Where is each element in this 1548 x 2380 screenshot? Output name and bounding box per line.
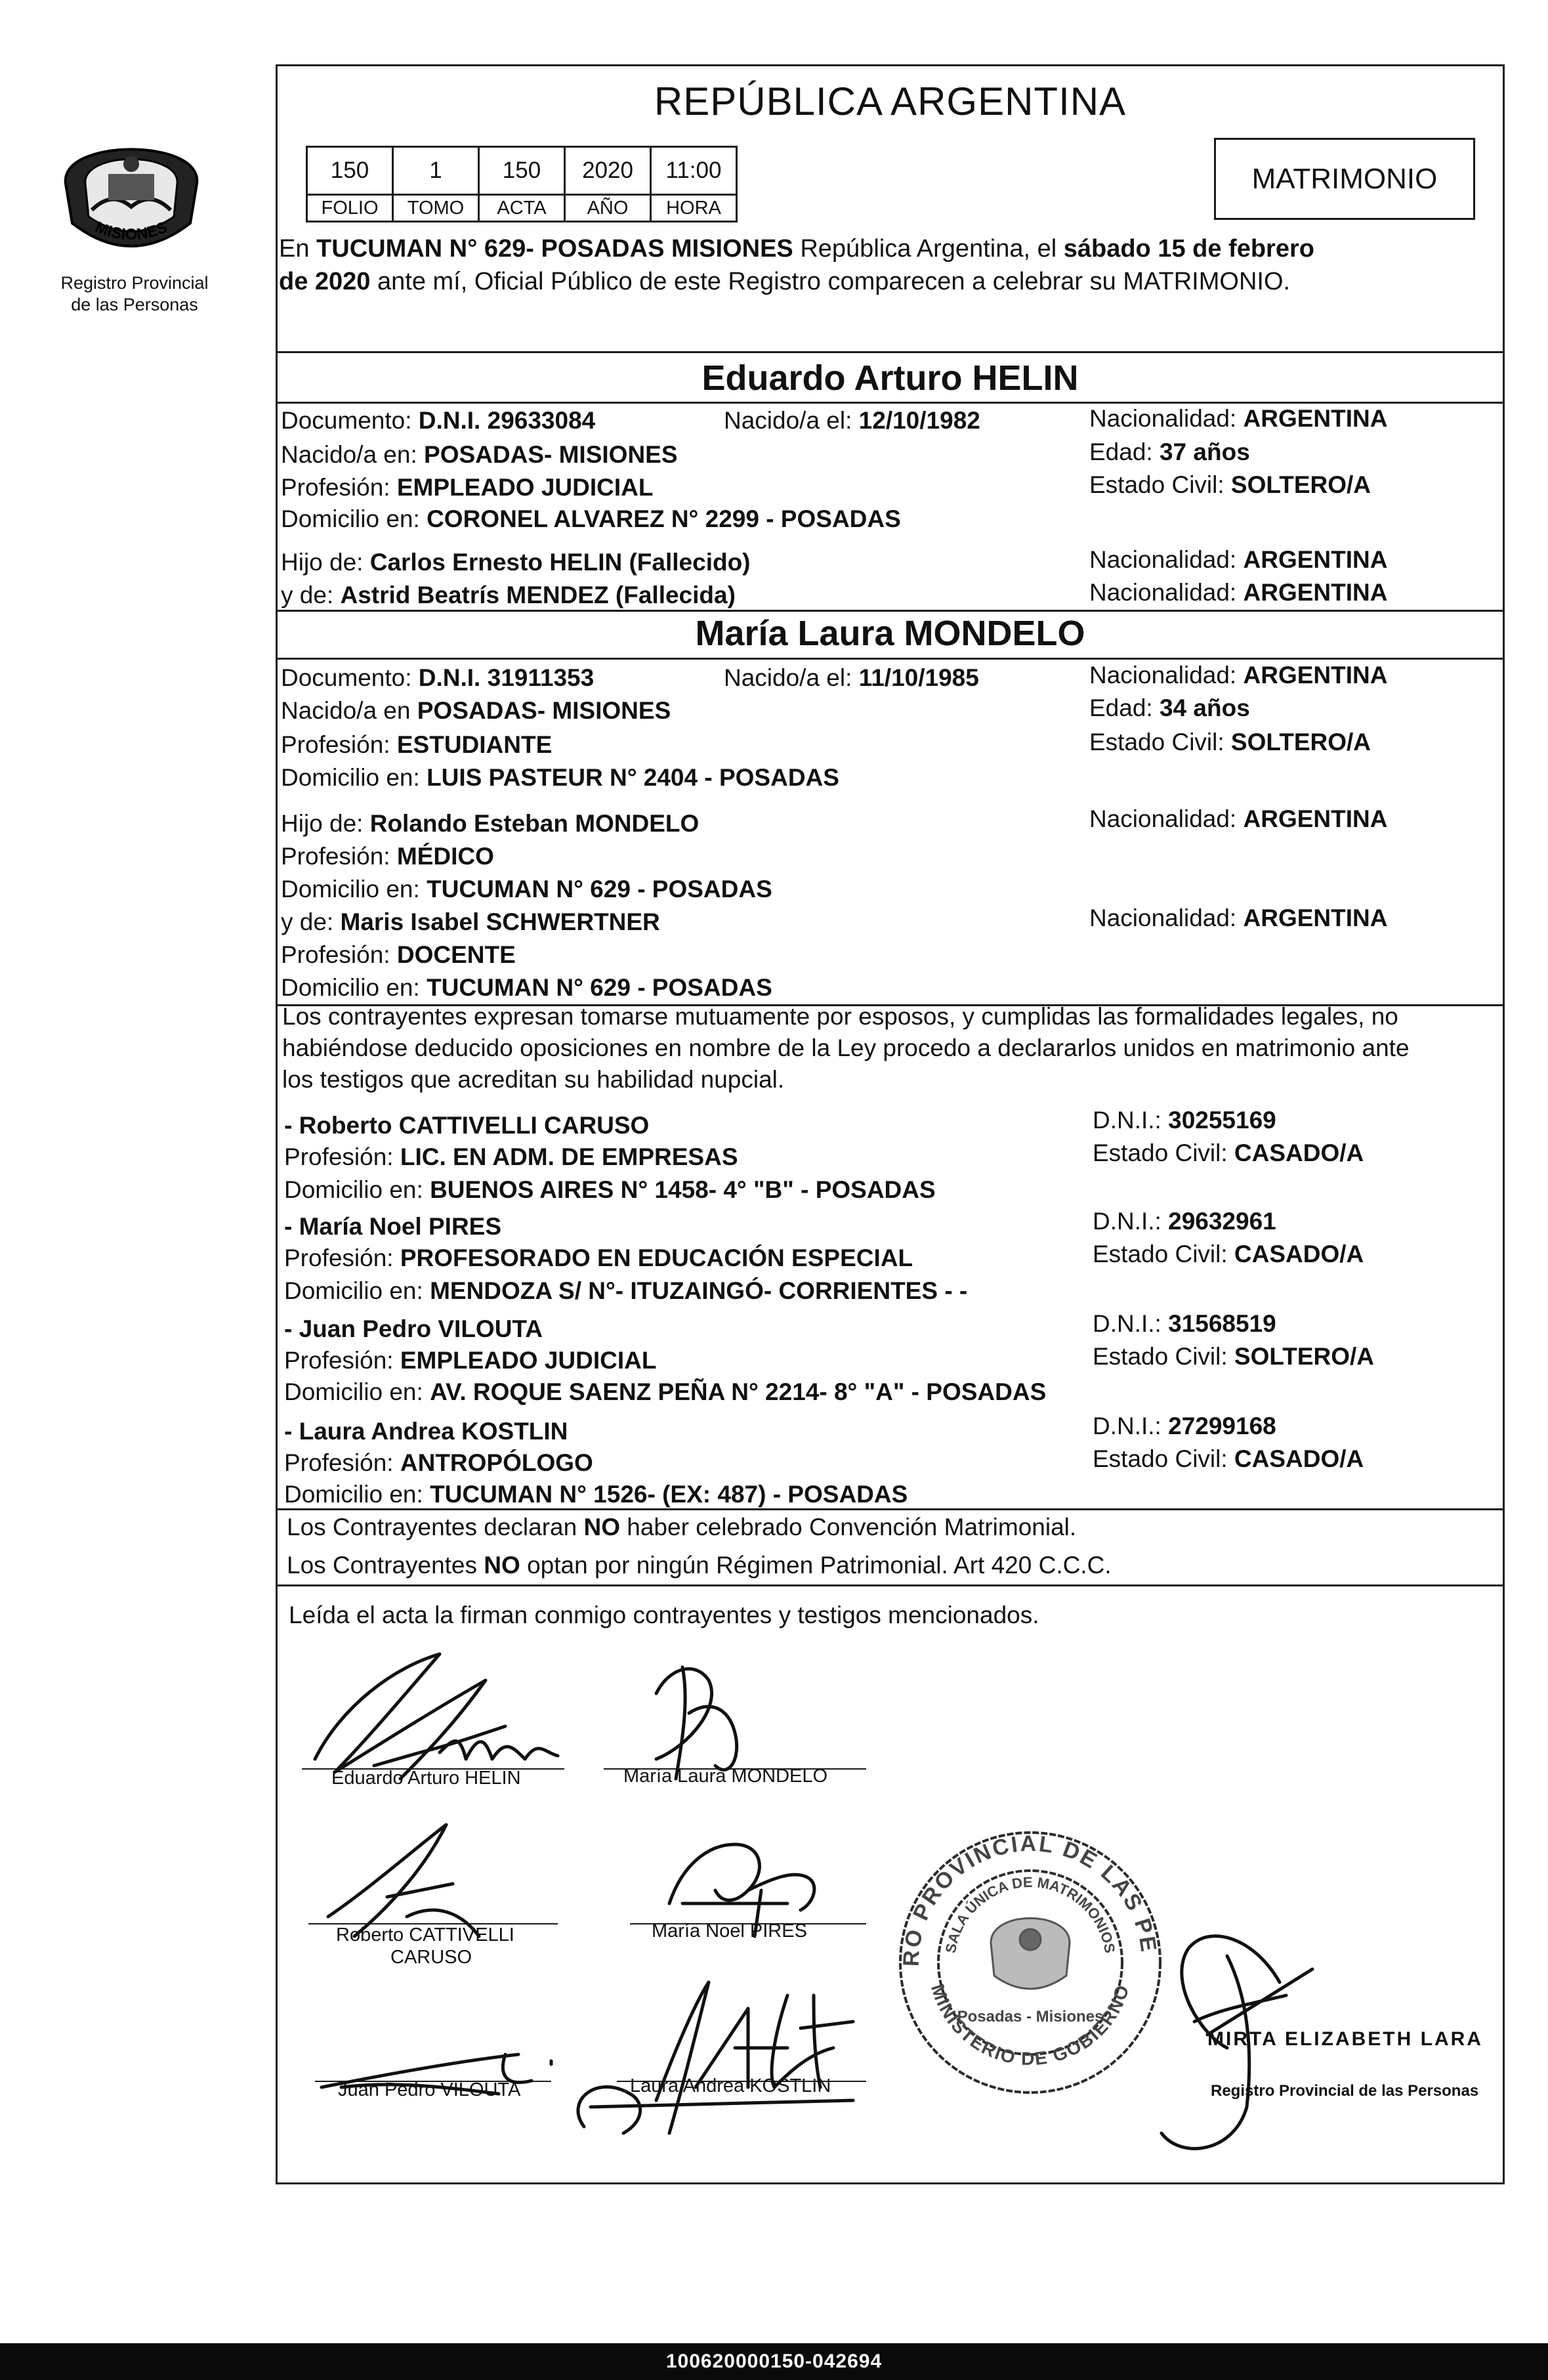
groom-madre — [281, 582, 736, 609]
field-value: ARGENTINA — [1243, 805, 1388, 832]
bride-padre-nacionalidad — [1089, 805, 1387, 833]
logo-caption-line2: de las Personas — [71, 295, 198, 314]
anio-label: AÑO — [565, 195, 651, 222]
field-value: 31568519 — [1168, 1310, 1276, 1337]
intro-date: de 2020 — [279, 268, 371, 295]
groom-madre-nacionalidad — [1089, 579, 1387, 606]
field-value: SOLTERO/A — [1234, 1343, 1375, 1370]
bride-profesion — [281, 731, 552, 759]
regime-no: NO — [583, 1514, 620, 1541]
field-label: Nacionalidad: — [1089, 904, 1237, 931]
bride-domicilio — [281, 764, 839, 792]
field-value: LIC. EN ADM. DE EMPRESAS — [400, 1143, 738, 1170]
groom-padre — [281, 549, 751, 576]
field-value: TUCUMAN N° 629 - POSADAS — [427, 974, 772, 1001]
record-type-box: MATRIMONIO — [1214, 138, 1475, 220]
intro-place: TUCUMAN N° 629- POSADAS MISIONES — [316, 235, 793, 263]
officer-name: MIRTA ELIZABETH LARA — [1207, 2028, 1483, 2050]
field-value: TUCUMAN N° 1526- (EX: 487) - POSADAS — [430, 1481, 908, 1508]
field-value: AV. ROQUE SAENZ PEÑA N° 2214- 8° "A" - POSADAS — [430, 1378, 1047, 1405]
field-label: D.N.I.: — [1093, 1413, 1161, 1439]
field-value: 11/10/1985 — [858, 664, 979, 691]
field-label: Domicilio en: — [284, 1176, 423, 1203]
field-value: TUCUMAN N° 629 - POSADAS — [427, 876, 772, 903]
field-value: POSADAS- MISIONES — [417, 697, 671, 724]
bride-madre-domicilio — [281, 974, 772, 1002]
field-label: Profesión: — [284, 1347, 394, 1374]
signature-label-witness-4: Laura Andrea KOSTLIN — [630, 2075, 831, 2096]
bride-estado-civil — [1089, 729, 1371, 756]
signature-groom — [315, 1654, 558, 1779]
witness-4-name — [284, 1418, 568, 1445]
field-label: Estado Civil: — [1089, 471, 1224, 498]
document-title: REPÚBLICA ARGENTINA — [654, 79, 1127, 123]
field-value: D.N.I. 29633084 — [418, 407, 596, 434]
field-label: Domicilio en: — [284, 1277, 423, 1304]
field-label: Edad: — [1089, 438, 1153, 465]
groom-profesion — [281, 474, 653, 501]
field-label: Profesión: — [281, 731, 390, 758]
groom-name: Eduardo Arturo HELIN — [701, 358, 1079, 398]
field-value: ARGENTINA — [1243, 546, 1388, 573]
intro-text: ante mí, Oficial Público de este Registro comparecen a celebrar su MATRIMONIO. — [370, 268, 1291, 295]
province-seal-icon — [46, 112, 217, 276]
record-header-table — [306, 146, 738, 223]
field-label: Estado Civil: — [1093, 1241, 1228, 1267]
groom-nacido-el — [724, 407, 980, 435]
field-value: 37 años — [1159, 438, 1250, 465]
province-seal-logo — [46, 112, 217, 276]
field-label: Profesión: — [281, 941, 390, 968]
field-value: MÉDICO — [396, 843, 494, 870]
signing-statement: Leída el acta la firman conmigo contrayentes y testigos mencionados. — [289, 1602, 1039, 1628]
field-value: Maris Isabel SCHWERTNER — [340, 908, 660, 935]
bride-madre-nacionalidad — [1089, 904, 1387, 932]
field-value: LUIS PASTEUR N° 2404 - POSADAS — [427, 764, 839, 791]
groom-edad — [1089, 438, 1250, 466]
folio-label: FOLIO — [307, 195, 393, 222]
field-value: Carlos Ernesto HELIN (Fallecido) — [369, 549, 751, 576]
regime-text: Los Contrayentes — [287, 1552, 484, 1579]
regime-text: Los Contrayentes declaran — [287, 1514, 584, 1541]
regime-text: optan por ningún Régimen Patrimonial. Art 420 C.C.C. — [520, 1552, 1112, 1579]
signature-bride — [656, 1667, 737, 1779]
groom-nacido-en — [281, 441, 678, 469]
bride-padre — [281, 810, 699, 838]
field-value: POSADAS- MISIONES — [424, 441, 678, 468]
field-label: Profesión: — [281, 474, 390, 501]
regime-no: NO — [484, 1552, 520, 1579]
field-label: Edad: — [1089, 694, 1153, 721]
bride-name: María Laura MONDELO — [695, 614, 1085, 653]
field-label: Nacionalidad: — [1089, 405, 1237, 432]
field-value: CASADO/A — [1234, 1445, 1364, 1472]
regime-text: haber celebrado Convención Matrimonial. — [620, 1514, 1077, 1541]
intro-text: República Argentina, el — [793, 235, 1064, 263]
field-value: 27299168 — [1168, 1413, 1276, 1439]
field-label: Estado Civil: — [1089, 729, 1224, 755]
field-label: Nacido/a el: — [724, 407, 852, 434]
field-value: CASADO/A — [1234, 1139, 1364, 1166]
field-label: Hijo de: — [281, 810, 364, 837]
hora-value: 11:00 — [651, 147, 737, 195]
field-value: Astrid Beatrís MENDEZ (Fallecida) — [340, 582, 736, 608]
field-label: Nacido/a en: — [281, 441, 417, 468]
bride-documento — [281, 664, 594, 692]
witness-4-profesion — [284, 1449, 593, 1477]
regime-line-1 — [287, 1514, 1076, 1541]
field-value: ARGENTINA — [1243, 662, 1388, 689]
groom-nacionalidad — [1089, 405, 1387, 433]
groom-documento — [281, 407, 595, 435]
witness-3-name — [284, 1315, 543, 1343]
witness-4-estado-civil — [1093, 1445, 1364, 1473]
field-label: Nacionalidad: — [1089, 662, 1237, 689]
field-label: Nacionalidad: — [1089, 546, 1237, 573]
witness-3-dni — [1093, 1310, 1276, 1338]
official-stamp-icon — [883, 1805, 1168, 2100]
field-value: ARGENTINA — [1243, 579, 1388, 606]
witness-2-name — [284, 1213, 501, 1241]
field-value: CORONEL ALVAREZ N° 2299 - POSADAS — [427, 505, 901, 532]
tomo-label: TOMO — [393, 195, 479, 222]
divider — [276, 658, 1505, 660]
stamp-city-text: Posadas - Misiones — [957, 2008, 1104, 2026]
field-label: D.N.I.: — [1093, 1310, 1161, 1337]
field-value: CASADO/A — [1234, 1241, 1364, 1267]
signature-label-witness-2: María Noel PIRES — [652, 1921, 807, 1942]
field-label: Estado Civil: — [1093, 1139, 1228, 1166]
field-value: Rolando Esteban MONDELO — [369, 810, 700, 837]
intro-date: sábado 15 de febrero — [1063, 235, 1314, 263]
field-value: 29632961 — [1168, 1208, 1276, 1235]
signature-witness-2 — [669, 1844, 814, 1936]
signature-label-witness-1b: CARUSO — [390, 1947, 472, 1968]
witness-3-estado-civil — [1093, 1343, 1374, 1371]
field-label: Documento: — [281, 407, 412, 434]
witness-1-dni — [1093, 1107, 1276, 1134]
intro-line-2 — [279, 268, 1290, 296]
field-value: D.N.I. 31911353 — [418, 664, 595, 691]
divider — [276, 610, 1505, 612]
witness-2-profesion — [284, 1244, 913, 1272]
bride-madre — [281, 908, 660, 936]
bride-nacionalidad — [1089, 662, 1387, 689]
field-value: 30255169 — [1168, 1107, 1276, 1134]
field-value: PROFESORADO EN EDUCACIÓN ESPECIAL — [400, 1244, 913, 1271]
field-value: SOLTERO/A — [1230, 471, 1371, 498]
witness-1-profesion — [284, 1143, 738, 1171]
field-label: Nacido/a en — [281, 697, 411, 724]
field-value: ESTUDIANTE — [396, 731, 553, 758]
folio-value: 150 — [307, 147, 393, 195]
document-barcode-id: 100620000150-042694 — [0, 2343, 1548, 2380]
witness-1-domicilio — [284, 1176, 936, 1204]
field-label: Hijo de: — [281, 549, 364, 576]
witness-1-estado-civil — [1093, 1139, 1364, 1167]
field-label: Documento: — [281, 664, 412, 691]
field-label: Domicilio en: — [281, 974, 420, 1001]
field-label: D.N.I.: — [1093, 1208, 1161, 1235]
declaration-line-3: los testigos que acreditan su habilidad nupcial. — [282, 1066, 785, 1093]
declaration-line-1: Los contrayentes expresan tomarse mutuamente por esposos, y cumplidas las formalidades legales, no — [282, 1003, 1398, 1030]
anio-value: 2020 — [565, 147, 651, 195]
hora-label: HORA — [651, 195, 737, 222]
witness-3-profesion — [284, 1347, 656, 1374]
field-label: y de: — [281, 908, 334, 935]
field-value: - Roberto CATTIVELLI CARUSO — [284, 1112, 650, 1139]
declaration-line-2: habiéndose deducido oposiciones en nombre de la Ley procedo a declararlos unidos en matrimonio ante — [282, 1034, 1410, 1061]
field-label: Nacionalidad: — [1089, 805, 1237, 832]
field-label: Domicilio en: — [281, 505, 420, 532]
field-value: ARGENTINA — [1243, 904, 1388, 931]
signature-label-bride: María Laura MONDELO — [623, 1766, 828, 1787]
field-label: Domicilio en: — [284, 1481, 423, 1508]
field-label: Nacido/a el: — [724, 664, 852, 691]
intro-line-1 — [279, 235, 1314, 263]
logo-text-top: PROVINCIA DE — [76, 111, 186, 148]
groom-domicilio — [281, 505, 901, 533]
logo-caption — [26, 272, 243, 316]
witness-3-domicilio — [284, 1378, 1046, 1406]
field-label: Profesión: — [284, 1244, 394, 1271]
field-value: 12/10/1982 — [858, 407, 980, 434]
regime-line-2 — [287, 1552, 1112, 1579]
logo-text-bottom: MISIONES — [93, 218, 171, 244]
tomo-value: 1 — [393, 147, 479, 195]
field-value: BUENOS AIRES N° 1458- 4° "B" - POSADAS — [430, 1176, 936, 1203]
stamp-outer-text: REGISTRO PROVINCIAL DE LAS PERSONAS — [883, 1805, 1161, 1967]
field-label: Estado Civil: — [1093, 1445, 1228, 1472]
field-value: 34 años — [1159, 694, 1250, 721]
field-label: Profesión: — [281, 843, 390, 870]
divider — [276, 1508, 1505, 1510]
field-value: DOCENTE — [396, 941, 516, 968]
divider — [276, 351, 1505, 353]
bride-padre-domicilio — [281, 876, 772, 903]
officer-org: Registro Provincial de las Personas — [1211, 2082, 1479, 2100]
acta-label: ACTA — [479, 195, 565, 222]
bride-padre-profesion — [281, 843, 494, 870]
intro-text: En — [279, 235, 317, 263]
logo-caption-line1: Registro Provincial — [60, 273, 209, 293]
witness-1-name — [284, 1112, 649, 1139]
field-label: Estado Civil: — [1093, 1343, 1228, 1370]
divider — [276, 1584, 1505, 1586]
field-value: MENDOZA S/ N°- ITUZAINGÓ- CORRIENTES - - — [430, 1277, 968, 1304]
witness-4-domicilio — [284, 1481, 908, 1508]
acta-value: 150 — [479, 147, 565, 195]
signature-witness-1 — [328, 1825, 479, 1936]
stamp-bottom-text: MINISTERIO DE GOBIERNO — [927, 1982, 1133, 2070]
bride-nacido-en — [281, 697, 671, 725]
signature-label-witness-3: Juan Pedro VILOUTA — [338, 2079, 521, 2100]
field-label: Domicilio en: — [284, 1378, 423, 1405]
field-value: - Juan Pedro VILOUTA — [284, 1315, 543, 1342]
field-label: Domicilio en: — [281, 876, 420, 903]
witness-4-dni — [1093, 1413, 1276, 1440]
field-value: EMPLEADO JUDICIAL — [396, 474, 654, 501]
field-value: SOLTERO/A — [1230, 729, 1371, 755]
divider — [276, 402, 1505, 404]
field-value: EMPLEADO JUDICIAL — [400, 1347, 657, 1374]
signature-witness-4 — [578, 1982, 853, 2133]
field-value: - Laura Andrea KOSTLIN — [284, 1418, 568, 1445]
stamp-inner-text: SALA ÚNICA DE MATRIMONIOS — [942, 1873, 1119, 1955]
bride-madre-profesion — [281, 941, 516, 969]
bride-nacido-el — [724, 664, 979, 692]
bride-edad — [1089, 694, 1250, 722]
field-label: Profesión: — [284, 1143, 394, 1170]
field-label: D.N.I.: — [1093, 1107, 1161, 1134]
field-value: - María Noel PIRES — [284, 1213, 502, 1240]
groom-estado-civil — [1089, 471, 1371, 499]
signature-label-groom: Eduardo Arturo HELIN — [331, 1768, 521, 1789]
signature-witness-3 — [322, 2054, 551, 2094]
field-label: Domicilio en: — [281, 764, 420, 791]
signature-label-witness-1a: Roberto CATTIVELLI — [336, 1924, 514, 1945]
field-label: y de: — [281, 582, 334, 608]
field-label: Profesión: — [284, 1449, 394, 1476]
field-label: Nacionalidad: — [1089, 579, 1237, 606]
groom-padre-nacionalidad — [1089, 546, 1387, 574]
witness-2-dni — [1093, 1208, 1276, 1235]
field-value: ARGENTINA — [1243, 405, 1388, 432]
field-value: ANTROPÓLOGO — [400, 1449, 593, 1476]
witness-2-domicilio — [284, 1277, 967, 1305]
witness-2-estado-civil — [1093, 1241, 1364, 1268]
svg-text:PROVINCIA DE — [76, 112, 186, 148]
